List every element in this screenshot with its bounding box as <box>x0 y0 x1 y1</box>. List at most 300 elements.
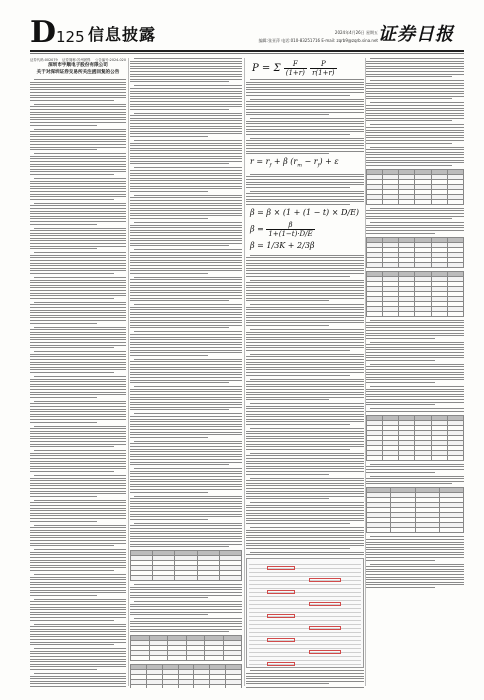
text-line <box>246 92 364 93</box>
text-line <box>130 265 242 266</box>
text-line <box>246 273 364 274</box>
table-cell <box>168 656 187 661</box>
text-line <box>130 227 242 228</box>
text-line <box>130 587 242 588</box>
column-2 <box>130 58 242 688</box>
text-line <box>30 205 126 206</box>
text-line <box>30 213 126 214</box>
paragraph <box>366 58 464 77</box>
paragraph <box>30 549 126 571</box>
text-line <box>130 143 242 144</box>
text-line <box>130 314 242 315</box>
text-line <box>130 454 242 455</box>
text-line <box>246 153 329 154</box>
text-line <box>130 402 242 403</box>
text-line <box>30 389 126 390</box>
text-line <box>130 394 242 395</box>
text-line <box>30 666 126 667</box>
table-cell <box>431 311 447 316</box>
table-cell <box>367 199 383 204</box>
column-divider <box>128 58 129 686</box>
text-line <box>130 163 229 164</box>
text-line <box>130 374 242 375</box>
text-line <box>130 424 242 425</box>
paragraph <box>246 379 364 401</box>
text-line <box>130 419 242 420</box>
text-line <box>134 167 242 168</box>
text-line <box>366 140 464 141</box>
paragraph <box>366 386 464 405</box>
text-line <box>130 352 242 353</box>
text-line <box>134 468 242 469</box>
text-line <box>366 552 464 553</box>
text-line <box>30 557 126 558</box>
table-cell <box>205 656 224 661</box>
table-cell <box>210 685 226 688</box>
paragraph <box>30 79 126 101</box>
text-line <box>246 483 364 484</box>
text-line <box>366 230 464 231</box>
text-line <box>246 518 364 519</box>
text-line <box>246 386 364 387</box>
text-line <box>130 133 242 134</box>
text-line <box>130 186 242 187</box>
table-cell <box>431 199 447 204</box>
paragraph <box>30 599 126 621</box>
text-line <box>370 564 464 565</box>
table-cell <box>399 199 415 204</box>
text-line <box>30 166 126 167</box>
text-line <box>370 222 464 223</box>
text-line <box>30 246 126 247</box>
text-line <box>30 620 114 621</box>
paragraph <box>366 408 464 412</box>
text-line <box>130 525 242 526</box>
text-line <box>30 510 126 511</box>
paragraph <box>366 80 464 99</box>
table-cell <box>383 262 399 267</box>
text-line <box>130 203 242 204</box>
text-line <box>30 590 126 591</box>
text-line <box>246 369 364 370</box>
text-line <box>34 302 126 303</box>
text-line <box>366 566 464 567</box>
text-line <box>130 514 242 515</box>
text-line <box>366 389 464 390</box>
paragraph <box>30 327 126 349</box>
text-line <box>130 230 242 231</box>
text-line <box>30 595 97 596</box>
text-line <box>246 461 364 462</box>
text-line <box>366 571 464 572</box>
formula-unlevered-beta: β = $\frac{\beta}{1+(1-t)\cdot D/E}$ <box>250 220 313 238</box>
text-line <box>246 399 329 400</box>
text-line <box>30 337 126 338</box>
text-line <box>246 82 364 83</box>
masthead-rule <box>30 50 464 52</box>
table-cell <box>197 576 219 581</box>
text-line <box>30 82 126 83</box>
text-line <box>130 476 242 477</box>
text-line <box>130 432 242 433</box>
text-line <box>34 351 126 352</box>
text-line <box>366 560 435 561</box>
text-line <box>246 381 364 382</box>
text-line <box>30 521 97 522</box>
text-line <box>30 369 126 370</box>
text-line <box>30 194 126 195</box>
text-line <box>366 132 464 133</box>
table-cell <box>447 262 463 267</box>
text-line <box>30 570 114 571</box>
text-line <box>30 255 126 256</box>
text-line <box>366 98 452 99</box>
text-line <box>30 463 126 464</box>
text-line <box>246 548 350 549</box>
table-cell <box>367 455 383 460</box>
text-line <box>366 71 464 72</box>
text-line <box>30 293 126 294</box>
text-line <box>130 609 242 610</box>
text-line <box>30 379 126 380</box>
text-line <box>246 148 364 149</box>
text-line <box>366 584 464 585</box>
text-line <box>366 143 452 144</box>
text-line <box>30 117 126 118</box>
text-line <box>30 455 126 456</box>
table-cell <box>383 455 399 460</box>
paragraph <box>130 601 242 615</box>
text-line <box>246 364 364 365</box>
text-line <box>34 104 126 105</box>
text-line <box>366 110 464 111</box>
text-line <box>250 478 364 479</box>
column-1 <box>30 58 126 688</box>
text-line <box>246 300 329 301</box>
text-line <box>246 123 364 124</box>
text-line <box>130 317 242 318</box>
text-line <box>30 243 126 244</box>
text-line <box>370 80 464 81</box>
text-line <box>246 140 364 141</box>
text-line <box>246 416 364 417</box>
text-line <box>30 394 126 395</box>
text-line <box>130 429 242 430</box>
text-line <box>30 183 126 184</box>
text-line <box>246 375 350 376</box>
text-line <box>30 678 126 679</box>
text-line <box>30 139 126 140</box>
text-line <box>246 134 350 135</box>
text-line <box>134 277 242 278</box>
text-line <box>246 411 364 412</box>
paragraph <box>30 252 126 274</box>
text-line <box>366 347 464 348</box>
text-line <box>134 413 242 414</box>
text-line <box>130 156 242 157</box>
text-line <box>30 235 126 236</box>
text-line <box>130 175 242 176</box>
text-line <box>30 532 126 533</box>
table-cell <box>131 656 150 661</box>
text-line <box>130 629 242 630</box>
table-cell <box>415 528 439 533</box>
paragraph <box>30 153 126 175</box>
text-line <box>130 101 242 102</box>
text-line <box>130 369 242 370</box>
text-line <box>130 342 242 343</box>
text-line <box>246 683 329 684</box>
text-line <box>246 315 364 316</box>
text-line <box>30 364 126 365</box>
text-line <box>30 626 126 627</box>
paragraph <box>130 584 242 598</box>
text-line <box>130 595 242 596</box>
text-line <box>250 174 364 175</box>
text-line <box>30 686 126 687</box>
text-line <box>250 453 364 454</box>
text-line <box>370 208 464 209</box>
table-row <box>367 199 464 204</box>
text-line <box>246 394 364 395</box>
text-line <box>366 399 464 400</box>
text-line <box>366 379 464 380</box>
text-line <box>366 115 464 116</box>
text-line <box>130 612 242 613</box>
text-line <box>130 516 242 517</box>
text-line <box>30 540 126 541</box>
paragraph <box>246 478 364 500</box>
data-table <box>366 415 464 461</box>
table-cell <box>162 685 178 688</box>
text-line <box>130 120 242 121</box>
paragraph <box>366 124 464 143</box>
text-line <box>366 472 435 473</box>
text-line <box>366 152 464 153</box>
text-line <box>130 260 242 261</box>
text-line <box>30 560 126 561</box>
text-line <box>130 536 242 537</box>
table-cell <box>131 685 147 688</box>
text-line <box>130 208 242 209</box>
text-line <box>130 150 242 151</box>
text-line <box>130 544 242 545</box>
text-line <box>246 485 364 486</box>
text-line <box>366 120 452 121</box>
text-line <box>246 204 350 205</box>
text-line <box>130 471 242 472</box>
table-cell <box>367 262 383 267</box>
text-line <box>366 366 464 367</box>
text-line <box>130 79 242 80</box>
text-line <box>134 85 242 86</box>
stock-info <box>30 58 126 62</box>
text-line <box>130 446 242 447</box>
text-line <box>130 200 242 201</box>
article-body <box>130 584 242 632</box>
text-line <box>250 502 364 503</box>
table-cell <box>431 455 447 460</box>
text-line <box>30 216 126 217</box>
text-line <box>34 599 126 600</box>
text-line <box>30 218 126 219</box>
text-line <box>30 436 126 437</box>
text-line <box>30 100 114 101</box>
text-line <box>130 279 242 280</box>
text-line <box>30 419 126 420</box>
text-line <box>130 416 242 417</box>
text-line <box>246 145 364 146</box>
text-line <box>30 642 126 643</box>
text-line <box>30 248 97 249</box>
text-line <box>366 481 464 482</box>
text-line <box>30 631 126 632</box>
stock-abbr: 证券简称:苏州固锝 <box>62 58 91 62</box>
text-line <box>366 547 464 548</box>
text-line <box>246 317 364 318</box>
table-cell <box>383 311 399 316</box>
text-line <box>30 527 126 528</box>
text-line <box>30 359 126 360</box>
text-line <box>30 181 126 182</box>
text-line <box>246 510 364 511</box>
text-line <box>30 87 126 88</box>
text-line <box>130 158 242 159</box>
text-line <box>30 233 126 234</box>
text-line <box>34 129 126 130</box>
text-line <box>130 597 208 598</box>
text-line <box>30 354 126 355</box>
paragraph <box>30 450 126 472</box>
text-line <box>246 471 364 472</box>
text-line <box>30 186 126 187</box>
text-line <box>30 144 126 145</box>
text-line <box>30 280 126 281</box>
text-line <box>250 329 364 330</box>
text-line <box>246 436 364 437</box>
text-line <box>366 579 464 580</box>
text-line <box>366 216 464 217</box>
text-line <box>130 486 242 487</box>
text-line <box>130 498 242 499</box>
paragraph <box>30 228 126 250</box>
text-line <box>130 327 229 328</box>
text-line <box>30 681 126 682</box>
text-line <box>30 518 126 519</box>
text-line <box>366 233 435 234</box>
paragraph <box>246 280 364 302</box>
text-line <box>366 85 464 86</box>
text-line <box>246 104 364 105</box>
text-line <box>250 379 364 380</box>
text-line <box>30 446 114 447</box>
data-table <box>366 169 464 205</box>
text-line <box>366 469 464 470</box>
text-line <box>246 535 364 536</box>
text-line <box>130 270 242 271</box>
text-line <box>130 337 242 338</box>
text-line <box>30 683 126 684</box>
text-line <box>30 147 126 148</box>
text-line <box>30 508 126 509</box>
text-line <box>30 515 126 516</box>
text-line <box>130 462 242 463</box>
text-line <box>30 612 126 613</box>
text-line <box>30 392 126 393</box>
text-line <box>246 507 364 508</box>
text-line <box>246 101 364 102</box>
paragraph <box>30 351 126 373</box>
text-line <box>246 491 364 492</box>
text-line <box>30 433 126 434</box>
text-line <box>30 109 126 110</box>
text-line <box>30 158 126 159</box>
text-line <box>250 79 364 80</box>
table-cell <box>415 455 431 460</box>
paragraph <box>246 354 364 376</box>
text-line <box>366 582 464 583</box>
text-line <box>34 79 126 80</box>
article-body <box>130 58 242 547</box>
text-line <box>130 128 242 129</box>
text-line <box>30 466 126 467</box>
text-line <box>30 238 126 239</box>
text-line <box>30 134 126 135</box>
article-body <box>246 79 364 154</box>
text-line <box>246 474 329 475</box>
table-cell <box>447 455 463 460</box>
text-line <box>30 367 126 368</box>
text-line <box>130 372 242 373</box>
paragraph <box>130 359 242 383</box>
text-line <box>250 280 364 281</box>
paragraph <box>30 624 126 646</box>
paragraph <box>366 208 464 219</box>
paragraph <box>30 129 126 151</box>
text-line <box>34 178 126 179</box>
paragraph <box>366 476 464 485</box>
text-line <box>366 352 464 353</box>
text-line <box>130 173 242 174</box>
paragraph <box>30 475 126 497</box>
paragraph <box>130 167 242 191</box>
text-line <box>130 631 229 632</box>
paragraph <box>130 523 242 547</box>
data-table <box>366 487 464 533</box>
paragraph <box>130 618 242 632</box>
text-line <box>30 372 114 373</box>
article-body <box>366 58 464 166</box>
table-row <box>367 528 464 533</box>
paragraph <box>30 376 126 398</box>
text-line <box>246 431 364 432</box>
text-line <box>130 503 242 504</box>
text-line <box>30 221 126 222</box>
table-cell <box>415 199 431 204</box>
text-line <box>30 483 126 484</box>
text-line <box>366 369 464 370</box>
text-line <box>30 601 126 602</box>
text-line <box>30 530 126 531</box>
paragraph <box>366 147 464 166</box>
text-line <box>130 538 242 539</box>
text-line <box>30 609 126 610</box>
text-line <box>130 218 208 219</box>
text-line <box>246 334 364 335</box>
section-name: 信息披露 <box>88 25 157 44</box>
text-line <box>130 489 242 490</box>
text-line <box>130 546 229 547</box>
